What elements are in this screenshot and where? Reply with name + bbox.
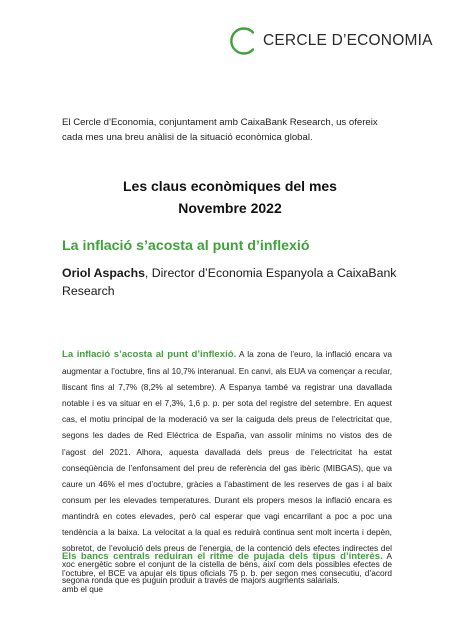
author-line	[62, 264, 400, 300]
article-heading: La inflació s’acosta al punt d’inflexió	[62, 238, 310, 254]
intro-text: El Cercle d’Economia, conjuntament amb CaixaBank Research, us ofereix cada mes una breu anàlisi de la situació econòmica global.	[62, 117, 378, 143]
title-line-2: Novembre 2022	[178, 200, 282, 216]
logo-text: CERCLE D’ECONOMIA	[263, 32, 433, 49]
cercle-economia-logo	[229, 26, 433, 56]
paragraph-central-banks	[62, 548, 392, 597]
logo-ring-icon	[229, 26, 259, 56]
author-role: , Director d’Economia Espanyola a CaixaBank Research	[62, 266, 397, 298]
author-name: Oriol Aspachs	[62, 266, 145, 280]
title-line-1: Les claus econòmiques del mes	[123, 178, 337, 194]
paragraph-body: A l’octubre, el BCE va apujar els tipus oficials 75 p. b. per segon mes consecutiu, d’acord amb el que	[62, 551, 392, 595]
document-title	[62, 175, 398, 219]
paragraph-body: A la zona de l’euro, la inflació encara va augmentar a l’octubre, fins al 10,7% interanual. En canvi, als EUA va començar a recular, lliscant fins al 7,7% (8,2% al setembre). A Espanya també va registrar una davallada notable i es va situar en el 7,3%, 1,6 p. p. per sota del registre del setembre. En aquest cas, el motiu principal de la moderació va ser la caiguda dels preus de l’electricitat que, segons les dades de Red Eléctrica de España, van assolir mínims no vistos des de l’agost del 2021. Alhora, aquesta davallada dels preus de l’electricitat ha estat conseqüència de l’enfonsament del preu de referència del gas ibèric (MIBGAS), que va caure un 46% el mes d’octubre, gràcies a l’abastiment de les reserves de gas i al baix consum per les elevades temperatures. Durant els propers mesos la inflació encara es mantindrà en cotes elevades, però cal esperar que vagi encarrilant a poc a poc una tendència a la baixa. La velocitat a la qual es reduirà continua sent molt incerta i depèn, sobretot, de l’evolució dels preus de l’energia, de la contenció dels efectes indirectes del xoc energètic sobre el conjunt de la cistella de béns, així com dels possibles efectes de segona ronda que es puguin produir a través de majors augments salarials.	[62, 349, 392, 586]
paragraph-lead: Els bancs centrals reduiran el ritme de pujada dels tipus d’interès.	[62, 551, 383, 562]
paragraph-lead: La inflació s’acosta al punt d’inflexió.	[62, 349, 237, 360]
